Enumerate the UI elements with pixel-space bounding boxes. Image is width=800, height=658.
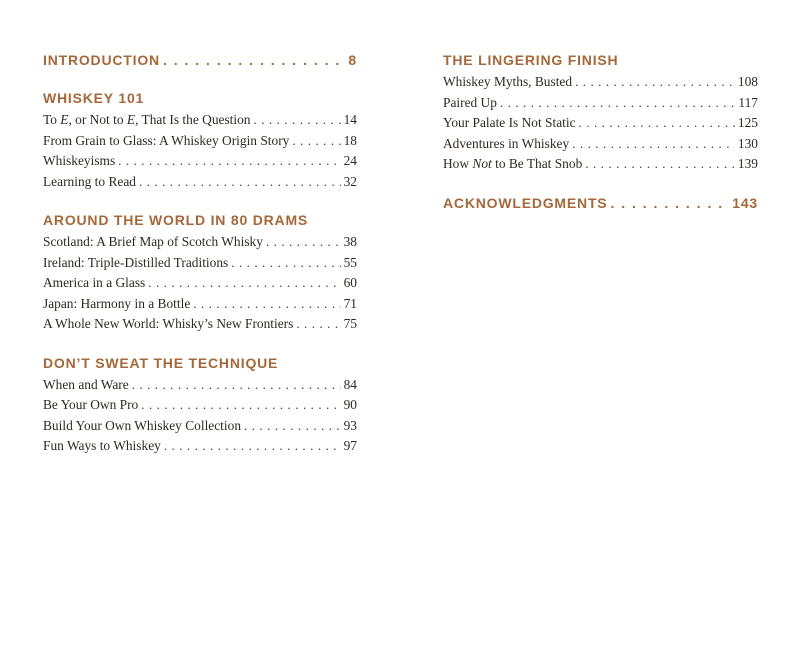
toc-entry-title-part: How bbox=[443, 156, 473, 171]
toc-entry[interactable] bbox=[43, 294, 357, 315]
toc-entry-page-number: 93 bbox=[343, 417, 357, 433]
dot-leader bbox=[266, 232, 341, 253]
toc-entry-title bbox=[43, 436, 161, 457]
toc-entry-title bbox=[443, 154, 582, 175]
toc-entry-title bbox=[43, 172, 136, 193]
dot-leader bbox=[193, 294, 340, 315]
toc-entry[interactable] bbox=[43, 131, 357, 152]
toc-entry-page-number: 84 bbox=[343, 376, 357, 392]
toc-entry-title-part: Ireland: Triple-Distilled Traditions bbox=[43, 254, 229, 270]
toc-entry-title bbox=[43, 232, 263, 253]
toc-entry-title-part: America in a Glass bbox=[43, 275, 146, 290]
toc-entry[interactable] bbox=[43, 375, 357, 396]
toc-entry-title-part: Fun Ways to Whiskey bbox=[43, 438, 161, 453]
dot-leader bbox=[585, 154, 735, 175]
toc-entry[interactable] bbox=[43, 436, 357, 457]
toc-entry[interactable] bbox=[43, 314, 357, 335]
toc-entry-page-number: 32 bbox=[343, 173, 357, 189]
toc-entry-title-part: Build Your Own Whiskey Collection bbox=[43, 417, 242, 433]
toc-entry-title bbox=[443, 72, 572, 93]
toc-entry[interactable] bbox=[43, 110, 357, 131]
toc-entry-title-part: , or Not to bbox=[68, 112, 127, 127]
toc-entry-title-part: Adventures in Whiskey bbox=[443, 135, 570, 151]
toc-entry-title-italic: E bbox=[126, 112, 136, 127]
toc-entry-page-number: 139 bbox=[737, 156, 758, 171]
toc-entry-title bbox=[43, 151, 115, 172]
section-heading-title: ACKNOWLEDGMENTS bbox=[443, 194, 608, 211]
dot-leader bbox=[139, 172, 341, 193]
toc-entry-title bbox=[43, 131, 289, 152]
section-page-number: 8 bbox=[348, 52, 357, 68]
toc-entry-title-part: From Grain to Glass: A Whiskey Origin Story bbox=[43, 132, 290, 148]
toc-entry-title-part: Whiskey Myths, Busted bbox=[443, 74, 573, 89]
section-heading bbox=[43, 88, 357, 108]
toc-entry-page-number: 60 bbox=[343, 275, 357, 290]
toc-entry-title bbox=[443, 113, 576, 134]
dot-leader bbox=[141, 395, 340, 416]
toc-entry-title-part: Whiskeyisms bbox=[43, 153, 116, 168]
toc-entry-page-number: 38 bbox=[343, 234, 357, 249]
section-heading bbox=[43, 210, 357, 230]
toc-entry-title-italic: E bbox=[60, 112, 69, 127]
toc-entry-title bbox=[43, 273, 145, 294]
toc-entry-title-part: To bbox=[43, 112, 61, 127]
toc-entry-title-part: Scotland: A Brief Map of Scotch Whisky bbox=[43, 234, 263, 249]
toc-entry[interactable] bbox=[43, 172, 357, 193]
section-heading-title: DON’T SWEAT THE TECHNIQUE bbox=[43, 354, 279, 371]
section-heading bbox=[443, 50, 758, 70]
toc-entry-title bbox=[43, 253, 228, 274]
toc-entry-title bbox=[443, 134, 569, 155]
toc-entry[interactable] bbox=[43, 273, 357, 294]
toc-entry-page-number: 125 bbox=[737, 115, 758, 130]
toc-entry-page-number: 90 bbox=[343, 397, 357, 412]
toc-section-whiskey-101 bbox=[43, 88, 357, 192]
dot-leader bbox=[575, 72, 735, 93]
toc-entry[interactable] bbox=[443, 93, 758, 114]
toc-entry-page-number: 55 bbox=[343, 254, 357, 270]
toc-entry[interactable] bbox=[43, 416, 357, 437]
toc-entry-title bbox=[43, 416, 241, 437]
toc-entry-page-number: 24 bbox=[343, 153, 357, 168]
dot-leader bbox=[148, 273, 340, 294]
dot-leader bbox=[610, 193, 729, 213]
toc-section-acknowledgments bbox=[443, 193, 758, 213]
section-heading-title: INTRODUCTION bbox=[43, 52, 160, 68]
toc-entry[interactable] bbox=[43, 253, 357, 274]
section-heading bbox=[443, 193, 758, 213]
toc-entry-title-part: Your Palate Is Not Static bbox=[443, 115, 576, 130]
toc-entry-page-number: 108 bbox=[737, 74, 758, 89]
toc-entry-title-part: Paired Up bbox=[443, 94, 497, 110]
toc-section-introduction bbox=[43, 50, 357, 70]
toc-entry-title bbox=[43, 395, 138, 416]
dot-leader bbox=[500, 93, 735, 114]
toc-entry-title bbox=[443, 93, 497, 114]
toc-entry[interactable] bbox=[443, 134, 758, 155]
dot-leader bbox=[292, 131, 340, 152]
toc-entry-page-number: 71 bbox=[343, 295, 357, 311]
toc-entry-title bbox=[43, 294, 190, 315]
toc-entry-title-part: to Be That Snob bbox=[491, 156, 583, 171]
toc-column-right bbox=[443, 50, 758, 231]
dot-leader bbox=[118, 151, 340, 172]
dot-leader bbox=[231, 253, 340, 274]
section-heading-title: AROUND THE WORLD IN 80 DRAMS bbox=[43, 212, 309, 228]
section-heading bbox=[43, 50, 357, 70]
toc-entry-page-number: 14 bbox=[343, 112, 357, 127]
toc-entry-title-part: A Whole New World: Whisky’s New Frontiers bbox=[43, 316, 294, 331]
toc-entry-title-part: Learning to Read bbox=[43, 173, 136, 189]
toc-entry[interactable] bbox=[43, 151, 357, 172]
toc-entry[interactable] bbox=[443, 72, 758, 93]
toc-entry-title bbox=[43, 110, 251, 131]
toc-section-the-lingering-finish bbox=[443, 50, 758, 175]
toc-entry[interactable] bbox=[443, 154, 758, 175]
dot-leader bbox=[254, 110, 341, 131]
dot-leader bbox=[132, 375, 341, 396]
dot-leader bbox=[163, 50, 345, 70]
dot-leader bbox=[164, 436, 341, 457]
toc-entry-page-number: 117 bbox=[738, 94, 758, 110]
toc-entry-title-part: Be Your Own Pro bbox=[43, 397, 139, 412]
toc-section-don-t-sweat-the-technique bbox=[43, 353, 357, 457]
toc-entry-title-part: , That Is the Question bbox=[135, 112, 251, 127]
dot-leader bbox=[579, 113, 735, 134]
toc-entry[interactable] bbox=[43, 395, 357, 416]
toc-entry-title bbox=[43, 314, 293, 335]
toc-entry-page-number: 97 bbox=[343, 438, 357, 453]
toc-column-left bbox=[43, 50, 357, 475]
toc-entry-title bbox=[43, 375, 129, 396]
toc-entry-page-number: 75 bbox=[343, 316, 357, 331]
dot-leader bbox=[296, 314, 340, 335]
section-heading bbox=[43, 353, 357, 373]
toc-entry[interactable] bbox=[443, 113, 758, 134]
toc-entry-page-number: 130 bbox=[737, 135, 758, 151]
toc-entry-title-part: Japan: Harmony in a Bottle bbox=[43, 295, 191, 311]
section-heading-title: WHISKEY 101 bbox=[43, 90, 145, 106]
section-heading-title: THE LINGERING FINISH bbox=[443, 52, 619, 68]
dot-leader bbox=[244, 416, 341, 437]
toc-entry-title-italic: Not bbox=[472, 156, 492, 171]
section-page-number: 143 bbox=[732, 194, 758, 211]
toc-section-around-the-world-in-80-drams bbox=[43, 210, 357, 335]
toc-entry-title-part: When and Ware bbox=[43, 376, 129, 392]
toc-entry[interactable] bbox=[43, 232, 357, 253]
dot-leader bbox=[572, 134, 735, 155]
toc-entry-page-number: 18 bbox=[343, 132, 357, 148]
